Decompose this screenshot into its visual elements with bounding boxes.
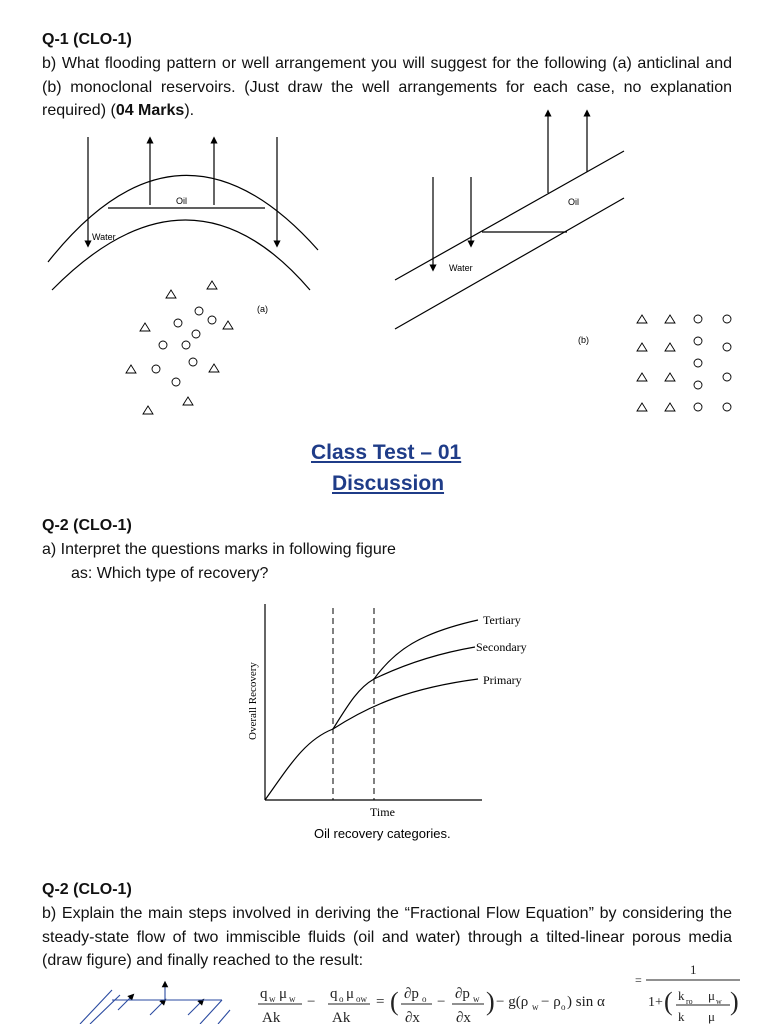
svg-text:1: 1 xyxy=(690,962,697,977)
svg-text:Ak: Ak xyxy=(262,1010,281,1024)
svg-text:(: ( xyxy=(390,987,399,1016)
triangle-mark xyxy=(207,281,217,289)
porous-media-sketch xyxy=(80,984,230,1024)
svg-text:μ: μ xyxy=(708,988,715,1003)
triangle-mark xyxy=(637,315,647,323)
svg-text:q: q xyxy=(330,986,338,1002)
monocline-bottom-boundary xyxy=(395,198,624,329)
svg-text:− g(ρ: − g(ρ xyxy=(496,994,529,1010)
svg-text:∂p: ∂p xyxy=(404,986,419,1002)
q2b-body: b) Explain the main steps involved in deriving the “Fractional Flow Equation” by considering the steady-state flow of two immiscible fluids (oil and water) through a tilted-linear porous media (draw figure) and finally reached to the result: xyxy=(42,905,732,969)
circle-mark xyxy=(174,319,182,327)
fig-a-water-label: Water xyxy=(92,232,116,242)
circle-mark xyxy=(694,359,702,367)
fig-b-tag: (b) xyxy=(578,335,589,345)
svg-text:=: = xyxy=(376,994,385,1010)
q1-marks: 04 Marks xyxy=(115,102,185,119)
sketch-flow-arrow xyxy=(118,996,132,1010)
svg-text:Ak: Ak xyxy=(332,1010,351,1024)
fig-b-oil-label: Oil xyxy=(568,197,579,207)
q1-heading: Q-1 (CLO-1) xyxy=(42,31,132,48)
fig-a-tag: (a) xyxy=(257,304,268,314)
svg-text:μ: μ xyxy=(346,986,355,1002)
svg-text:1+: 1+ xyxy=(648,995,663,1010)
svg-text:− ρ: − ρ xyxy=(541,994,561,1010)
triangle-mark xyxy=(166,290,176,298)
q2b-heading: Q-2 (CLO-1) xyxy=(42,881,132,898)
triangle-mark xyxy=(665,373,675,381)
svg-text:∂p: ∂p xyxy=(455,986,470,1002)
fig-a-oil-label: Oil xyxy=(176,196,187,206)
chart-x-label: Time xyxy=(370,805,395,819)
monocline-figure xyxy=(395,113,624,329)
svg-text:w: w xyxy=(289,994,296,1004)
anticline-bottom-boundary xyxy=(52,220,310,290)
chart-caption: Oil recovery categories. xyxy=(314,826,451,841)
sketch-slab-line xyxy=(90,995,120,1024)
circle-mark xyxy=(208,316,216,324)
circle-mark xyxy=(694,403,702,411)
triangle-mark xyxy=(209,364,219,372)
secondary-label: Secondary xyxy=(476,640,527,654)
svg-text:ow: ow xyxy=(356,994,367,1004)
triangle-mark xyxy=(126,365,136,373)
circle-mark xyxy=(195,307,203,315)
svg-text:w: w xyxy=(532,1002,539,1012)
triangle-mark xyxy=(637,343,647,351)
circle-mark xyxy=(182,341,190,349)
circle-mark xyxy=(152,365,160,373)
svg-text:k: k xyxy=(678,988,685,1003)
sketch-flow-arrow xyxy=(150,1001,164,1015)
triangle-mark xyxy=(140,323,150,331)
fig-b-water-label: Water xyxy=(449,263,473,273)
svg-text:∂x: ∂x xyxy=(456,1010,471,1024)
q2a-line2: as: Which type of recovery? xyxy=(71,565,269,582)
sketch-right-edge xyxy=(200,1000,222,1024)
svg-text:μ: μ xyxy=(708,1009,715,1024)
svg-text:∂x: ∂x xyxy=(405,1010,420,1024)
triangle-mark xyxy=(183,397,193,405)
circle-mark xyxy=(723,315,731,323)
tertiary-label: Tertiary xyxy=(483,613,521,627)
triangle-mark xyxy=(143,406,153,414)
q1-body-end: ). xyxy=(184,102,195,119)
circle-mark xyxy=(189,358,197,366)
svg-text:(: ( xyxy=(664,987,673,1016)
triangle-mark xyxy=(665,343,675,351)
q2a-heading: Q-2 (CLO-1) xyxy=(42,517,132,534)
circle-mark xyxy=(694,315,702,323)
circle-mark xyxy=(159,341,167,349)
svg-text:μ: μ xyxy=(279,986,288,1002)
circle-mark xyxy=(723,403,731,411)
svg-text:ro: ro xyxy=(686,997,693,1006)
circle-mark xyxy=(723,343,731,351)
svg-text:): ) xyxy=(730,987,739,1016)
q1-body-text: b) What flooding pattern or well arrangement you will suggest for the following (a) anticlinal and (b) monoclonal reservoirs. (Just draw the well arrangements for each case, no explanation required) ( xyxy=(42,55,732,119)
circle-mark xyxy=(723,373,731,381)
svg-text:=: = xyxy=(635,973,642,987)
triangle-mark xyxy=(665,403,675,411)
svg-text:w: w xyxy=(716,997,722,1006)
svg-text:) sin α: ) sin α xyxy=(567,994,605,1010)
svg-text:−: − xyxy=(307,994,316,1010)
sketch-flow-arrow xyxy=(188,1001,202,1015)
svg-text:o: o xyxy=(422,994,427,1004)
svg-text:): ) xyxy=(486,987,495,1016)
triangle-mark xyxy=(665,315,675,323)
primary-label: Primary xyxy=(483,673,522,687)
circle-mark xyxy=(172,378,180,386)
svg-text:k: k xyxy=(678,1009,685,1024)
primary-curve xyxy=(265,679,478,800)
svg-text:q: q xyxy=(260,986,268,1002)
class-test-title: Class Test – 01 xyxy=(311,441,462,464)
pattern-b xyxy=(637,315,731,411)
svg-text:w: w xyxy=(269,994,276,1004)
triangle-mark xyxy=(637,373,647,381)
svg-text:−: − xyxy=(437,994,446,1010)
circle-mark xyxy=(694,381,702,389)
circle-mark xyxy=(694,337,702,345)
svg-text:w: w xyxy=(473,994,480,1004)
recovery-chart xyxy=(265,604,482,800)
svg-text:o: o xyxy=(561,1002,566,1012)
triangle-mark xyxy=(637,403,647,411)
anticline-figure xyxy=(48,137,318,290)
svg-text:o: o xyxy=(339,994,344,1004)
q2a-line1: a) Interpret the questions marks in following figure xyxy=(42,541,396,558)
pattern-a xyxy=(126,281,233,414)
circle-mark xyxy=(192,330,200,338)
monocline-top-boundary xyxy=(395,151,624,280)
triangle-mark xyxy=(223,321,233,329)
sketch-right-edge xyxy=(218,1010,230,1024)
chart-y-label: Overall Recovery xyxy=(247,662,259,740)
discussion-title: Discussion xyxy=(332,472,445,495)
